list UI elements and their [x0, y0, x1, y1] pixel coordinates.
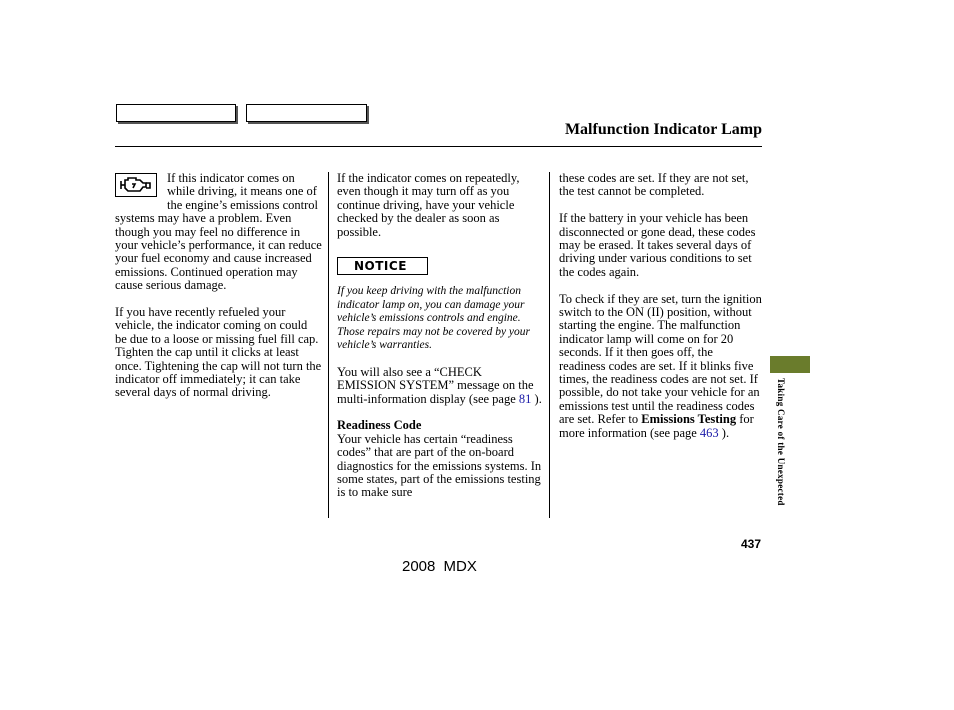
previous-page-button[interactable]: [116, 104, 236, 122]
check-engine-icon: [115, 173, 157, 197]
page-link-463[interactable]: 463: [699, 425, 719, 440]
vehicle-model: 2008 MDX: [402, 558, 477, 575]
column-1: [115, 172, 322, 413]
section-tab: [770, 356, 810, 373]
section-tab-label: Taking Care of the Unexpected: [776, 378, 786, 506]
page-number: 437: [740, 537, 761, 551]
column-3: [559, 172, 762, 453]
column-2: [337, 172, 543, 513]
emissions-testing-reference: Emissions Testing: [641, 412, 737, 427]
paragraph: Your vehicle has certain “readiness codes” that are part of the on-board diagnostics for the emissions systems. In some states, part of the emissions testing is to make sure: [337, 431, 542, 500]
section-heading: Readiness Code: [337, 418, 422, 433]
notice-label: NOTICE: [337, 257, 428, 275]
notice-text: If you keep driving with the malfunction indicator lamp on, you can damage your vehicle’s emissions controls and engine. Those repairs may not be covered by your vehicle’s warranties.: [337, 285, 531, 352]
paragraph: To check if they are set, turn the ignition switch to the ON (II) position, without starting the engine. The malfunction indicator lamp will come on for 20 seconds. If it then goes off, the readiness codes are set. If it blinks five times, the readiness codes are not set. If possible, do not take your vehicle for an emissions test until the readiness codes are set. Refer to Emissions Testing for more information (see page 463 ).: [559, 291, 762, 440]
page-link-81[interactable]: 81: [518, 391, 532, 406]
page-title: Malfunction Indicator Lamp: [564, 121, 762, 138]
paragraph: If you have recently refueled your vehicle, the indicator coming on could be due to a loose or missing fuel fill cap. Tighten the cap until it clicks at least once. Tightening the cap will not turn the indicator off immediately; it can take several days of normal driving.: [115, 305, 322, 400]
paragraph: If the indicator comes on repeatedly, even though it may turn off as you continue driving, have your vehicle checked by the dealer as soon as possible.: [337, 171, 520, 239]
title-divider: [115, 146, 762, 147]
paragraph: You will also see a “CHECK EMISSION SYSTEM” message on the multi-information display (see page 81 ).: [337, 364, 542, 406]
paragraph: these codes are set. If they are not set, the test cannot be completed.: [559, 171, 749, 199]
column-divider: [549, 172, 550, 518]
column-divider: [328, 172, 329, 518]
next-page-button[interactable]: [246, 104, 367, 122]
paragraph: If this indicator comes on while driving, it means one of the engine’s emissions control systems may have a problem. Even though you may feel no difference in your vehicle’s performance, it can reduce your fuel economy and cause increased emissions. Continued operation may cause serious damage.: [115, 171, 322, 293]
paragraph: If the battery in your vehicle has been disconnected or gone dead, these codes may be erased. It takes several days of driving under various conditions to set the codes again.: [559, 211, 756, 279]
